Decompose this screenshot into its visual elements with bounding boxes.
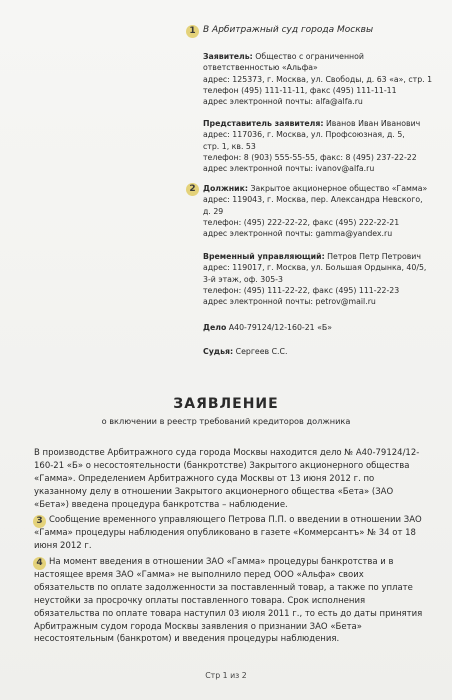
representative-name: Иванов Иван Иванович <box>323 119 421 128</box>
manager-name: Петров Петр Петрович <box>324 252 421 261</box>
marker-2: 2 <box>186 183 199 196</box>
applicant-phone: телефон (495) 111-11-11, факс (495) 111-11-11 <box>203 85 397 95</box>
judge-line <box>203 346 443 357</box>
debtor-block <box>203 183 443 239</box>
manager-address-2: 3-й этаж, оф. 305-3 <box>203 274 283 284</box>
paragraph-1: В производстве Арбитражного суда города Москвы находится дело № А40-79124/12-160-21 «Б» о несостоятельности (банкротстве) Закрытого акционерного общества «Гамма». Определением Арбитражного суда Москвы от 13 июня 2012 г. по указанному делу в отношении Закрытого акционерного общества «Бета» (ЗАО «Бета») введена процедура банкротства – наблюдение. <box>34 448 420 510</box>
representative-block <box>203 118 443 174</box>
case-label: Дело <box>203 323 227 332</box>
representative-phone: телефон: 8 (903) 555-55-55, факс: 8 (495) 237-22-22 <box>203 152 417 162</box>
case-number: А40-79124/12-160-21 «Б» <box>226 323 333 332</box>
applicant-label: Заявитель: <box>203 52 253 61</box>
page-number: Стр 1 из 2 <box>205 671 247 680</box>
marker-1: 1 <box>186 25 199 38</box>
representative-address-2: стр. 1, кв. 53 <box>203 141 256 151</box>
applicant-name-1: Общество с ограниченной <box>252 52 364 61</box>
applicant-name-2: ответственностью «Альфа» <box>203 63 318 73</box>
manager-email: адрес электронной почты: petrov@mail.ru <box>203 297 376 307</box>
manager-block <box>203 251 443 307</box>
manager-phone: телефон: (495) 111-22-22, факс (495) 111-22-23 <box>203 285 400 295</box>
debtor-label: Должник: <box>203 184 249 193</box>
representative-address-1: адрес: 117036, г. Москва, ул. Профсоюзная, д. 5, <box>203 130 405 140</box>
judge-label: Судья: <box>203 347 234 356</box>
debtor-phone: телефон: (495) 222-22-22, факс (495) 222-22-21 <box>203 217 400 227</box>
applicant-email: адрес электронной почты: alfa@alfa.ru <box>203 97 363 107</box>
court-name: В Арбитражный суд города Москвы <box>203 25 374 35</box>
debtor-name: Закрытое акционерное общество «Гамма» <box>248 184 428 193</box>
manager-label: Временный управляющий: <box>203 252 325 261</box>
marker-3: 3 <box>33 515 46 528</box>
marker-4: 4 <box>33 557 46 570</box>
debtor-address-2: д. 29 <box>203 206 224 216</box>
debtor-email: адрес электронной почты: gamma@yandex.ru <box>203 229 393 239</box>
representative-label: Представитель заявителя: <box>203 119 324 128</box>
debtor-address-1: адрес: 119043, г. Москва, пер. Александра Невского, <box>203 195 423 205</box>
paragraph-3: На момент введения в отношении ЗАО «Гамма» процедуры банкротства и в настоящее время ЗАО «Гамма» не выполнило перед ООО «Альфа» своих обязательств по оплате задолженности за поставленный товар, а также по уплате неустойки за просрочку оплаты поставленного товара. Срок исполнения обязательства по оплате товара наступил 03 июля 2011 г., то есть до даты принятия Арбитражным судом города Москвы заявления о признании ЗАО «Бета» несостоятельным (банкротом) и введения процедуры наблюдения. <box>34 557 423 645</box>
judge-name: Сергеев С.С. <box>233 347 288 356</box>
applicant-block <box>203 51 443 107</box>
case-line <box>203 322 443 333</box>
representative-email: адрес электронной почты: ivanov@alfa.ru <box>203 164 375 174</box>
applicant-address: адрес: 125373, г. Москва, ул. Свободы, д. 63 «а», стр. 1 <box>203 74 433 84</box>
paragraph-2: Сообщение временного управляющего Петрова П.П. о введении в отношении ЗАО «Гамма» процедуры наблюдения опубликовано в газете «Коммерсантъ» № 34 от 18 июня 2012 г. <box>34 515 422 551</box>
document-title: ЗАЯВЛЕНИЕ <box>173 396 279 412</box>
manager-address-1: адрес: 119017, г. Москва, ул. Большая Ордынка, 40/5, <box>203 263 427 273</box>
document-subtitle: о включении в реестр требований кредиторов должника <box>101 416 351 426</box>
